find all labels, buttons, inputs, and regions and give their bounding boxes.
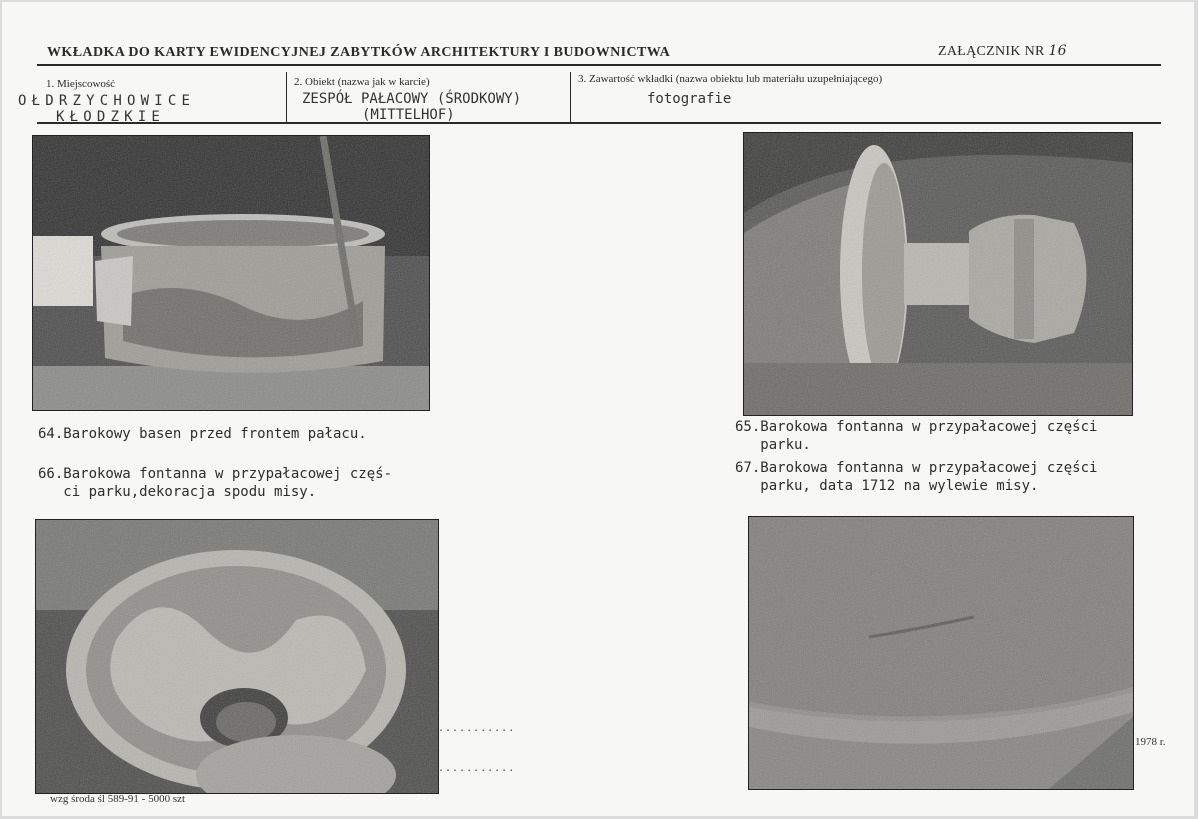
place-value-line1: OŁDRZYCHOWICE [18,93,196,109]
object-label: 2. Obiekt (nazwa jak w karcie) [294,76,430,88]
record-sheet [2,2,1194,816]
header-rule-top [37,64,1161,66]
caption-67-line2: parku, data 1712 na wylewie misy. [735,478,1039,494]
content-label: 3. Zawartość wkładki (nazwa obiektu lub materiału uzupełniającego) [578,73,883,85]
print-info: wzg środa śl 589-91 - 5000 szt [50,793,186,805]
header-rule-bottom [37,122,1161,124]
annex-label-text: ZAŁĄCZNIK NR [938,44,1045,59]
caption-65-line2: parku. [735,437,811,453]
annex-number: 16 [1048,43,1067,59]
year-fragment: 1978 r. [1135,736,1166,748]
photo-65-baroque-fountain [743,132,1133,416]
caption-67-line1: 67.Barokowa fontanna w przypałacowej części [735,460,1098,476]
place-value-line2: KŁODZKIE [56,109,166,125]
dotted-line-1: ........... [438,723,516,734]
sheet-title: WKŁADKA DO KARTY EWIDENCYJNEJ ZABYTKÓW ARCHITEKTURY I BUDOWNICTWA [47,45,671,60]
place-label: 1. Miejscowość [46,78,116,90]
object-value-line1: ZESPÓŁ PAŁACOWY (ŚRODKOWY) [302,91,522,107]
annex-label [938,43,1067,60]
photo-66-fountain-bowl-underside [35,519,439,794]
caption-65-line1: 65.Barokowa fontanna w przypałacowej części [735,419,1098,435]
field-divider-2 [570,72,571,124]
photo-64-baroque-basin [32,135,430,411]
dotted-line-2: ........... [438,763,516,774]
photo-67-bowl-rim-date [748,516,1134,790]
caption-66-line1: 66.Barokowa fontanna w przypałacowej częś- [38,466,393,482]
caption-64: 64.Barokowy basen przed frontem pałacu. [38,426,367,442]
caption-66-line2: ci parku,dekoracja spodu misy. [38,484,317,500]
content-value: fotografie [647,91,732,107]
field-divider-1 [286,72,287,124]
object-value-line2: (MITTELHOF) [362,107,455,123]
